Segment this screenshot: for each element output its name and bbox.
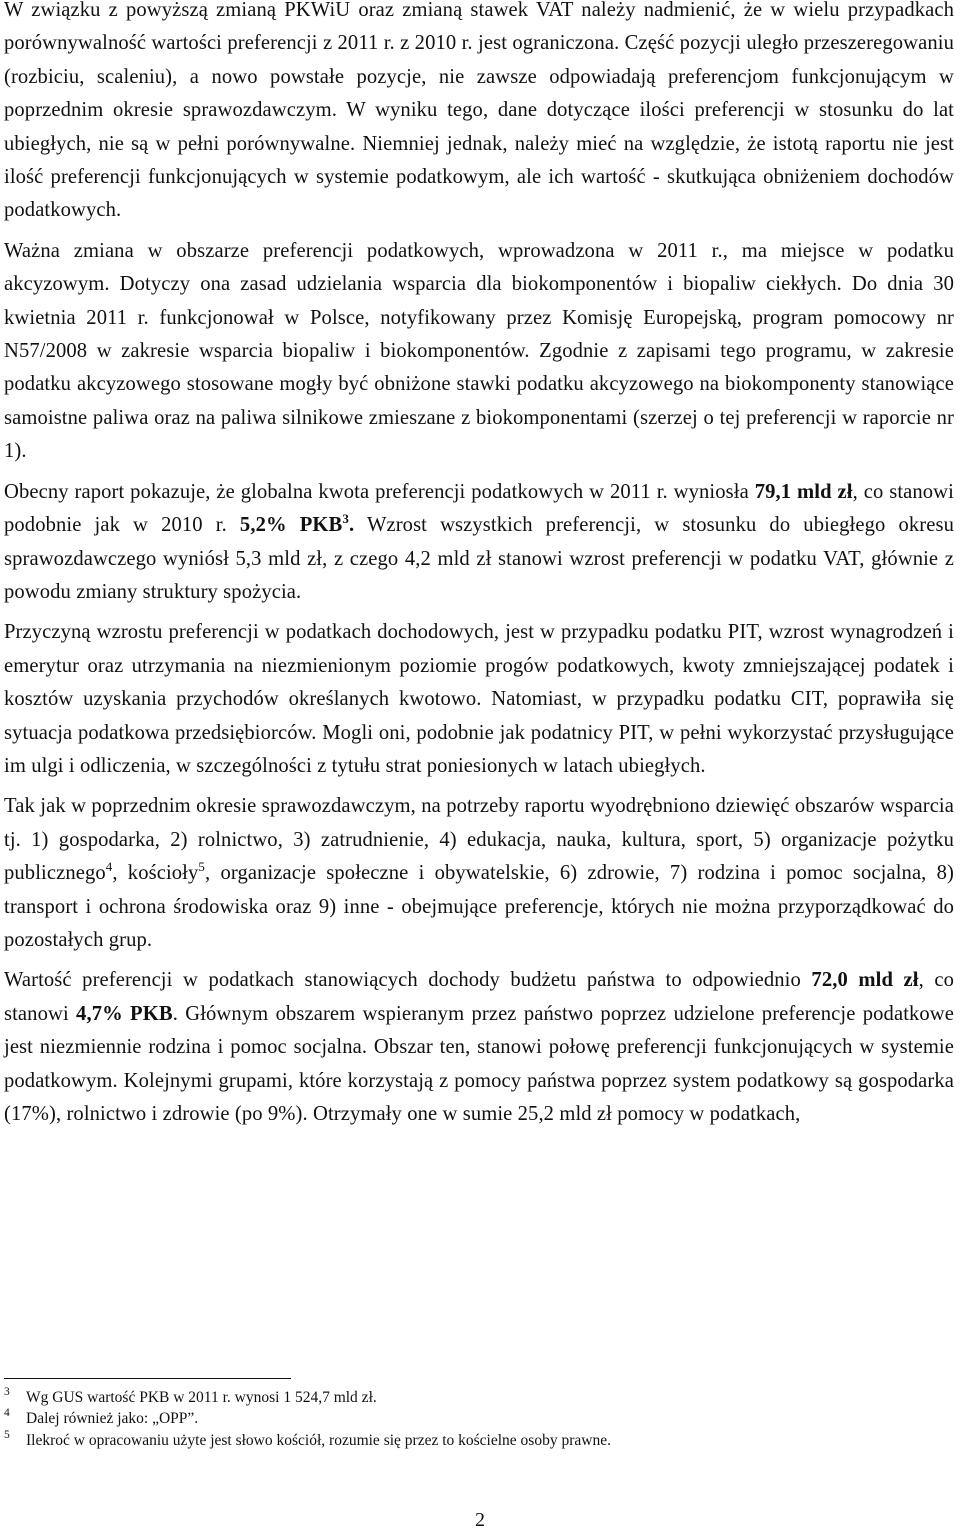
emphasized-figure: 4,7% PKB (76, 1002, 173, 1025)
emphasized-figure: . (348, 514, 355, 537)
paragraph-text: Ważna zmiana w obszarze preferencji podatkowych, wprowadzona w 2011 r., ma miejsce w podatku akcyzowym. Dotyczy ona zasad udzielania wsparcia dla biokomponentów i biopaliw ciekłych. Do dnia 30 kwietnia 2011 r. funkcjonował w Polsce, notyfikowany przez Komisję Europejską, program pomocowy nr N57/2008 w zakresie wsparcia biopaliw i biokomponentów. Zgodnie z zapisami tego programu, w zakresie podatku akcyzowego stosowane mogły być obniżone stawki podatku akcyzowego na biokomponenty stanowiące samoistne paliwa oraz na paliwa silnikowe zmieszane z biokomponentami (szerzej o tej preferencji w raporcie nr 1). (4, 239, 954, 463)
document-body (4, 0, 954, 1138)
footnote-4 (4, 1408, 944, 1429)
paragraph-text: , organizacje społeczne i obywatelskie, 6) zdrowie, 7) rodzina i pomoc socjalna, 8) transport i ochrona środowiska oraz 9) inne - obejmujące preferencje, których nie można przyporządkować do pozostałych grup. (4, 862, 954, 951)
footnotes (4, 1387, 944, 1451)
paragraph (4, 790, 954, 957)
paragraph-text: . Głównym obszarem wspieranym przez państwo poprzez udzielone preferencje podatkowe jest niezmiennie rodzina i pomoc socjalna. Obszar ten, stanowi połowę preferencji funkcjonujących w systemie podatkowym. Kolejnymi grupami, które korzystają z pomocy państwa poprzez system podatkowy są gospodarka (17%), rolnictwo i zdrowie (po 9%). Otrzymały one w sumie 25,2 mld zł pomocy w podatkach, (4, 1002, 955, 1125)
paragraph (4, 0, 954, 228)
emphasized-figure: 5,2% PKB (239, 514, 343, 537)
paragraph (4, 616, 954, 783)
paragraph-text: Obecny raport pokazuje, że globalna kwota preferencji podatkowych w 2011 r. wyniosła (4, 480, 755, 503)
paragraph-text: , co stanowi podobnie jak w 2010 r. (4, 480, 954, 537)
footnote-text: Ilekroć w opracowaniu użyte jest słowo kościół, rozumie się przez to kościelne osoby prawne. (26, 1431, 611, 1449)
paragraph-text: Wartość preferencji w podatkach stanowiących dochody budżetu państwa to odpowiednio (4, 969, 812, 992)
footnote-number: 5 (4, 1428, 10, 1441)
paragraph-text: Przyczyną wzrostu preferencji w podatkach dochodowych, jest w przypadku podatku PIT, wzrost wynagrodzeń i emerytur oraz utrzymania na niezmienionym poziomie progów podatkowych, kwoty zmniejszającej podatek i kosztów uzyskania przychodów określanych kwotowo. Natomiast, w przypadku podatku CIT, poprawiła się sytuacja podatkowa przedsiębiorców. Mogli oni, podobnie jak podatnicy PIT, w pełni wykorzystać przysługujące im ulgi i odliczenia, w szczególności z tytułu strat poniesionych w latach ubiegłych. (4, 621, 954, 777)
footnote-3 (4, 1387, 944, 1408)
paragraph (4, 476, 954, 610)
paragraph-text: Wzrost wszystkich preferencji, w stosunku do ubiegłego okresu sprawozdawczego wyniósł 5,3 mld zł, z czego 4,2 mld zł stanowi wzrost preferencji w podatku VAT, głównie z powodu zmiany struktury spożycia. (4, 514, 954, 603)
emphasized-figure: 79,1 mld zł (754, 480, 853, 503)
footnote-number: 3 (4, 1386, 10, 1398)
footnote-number: 4 (4, 1407, 10, 1420)
emphasized-figure: 72,0 mld zł (811, 969, 919, 992)
footnote-reference: 5 (198, 859, 206, 875)
footnote-separator (4, 1378, 291, 1379)
footnote-5 (4, 1430, 944, 1451)
paragraph-text: Tak jak w poprzednim okresie sprawozdawczym, na potrzeby raportu wyodrębniono dziewięć obszarów wsparcia tj. 1) gospodarka, 2) rolnictwo, 3) zatrudnienie, 4) edukacja, nauka, kultura, sport, 5) organizacje pożytku publicznego (4, 795, 954, 885)
footnote-text: Wg GUS wartość PKB w 2011 r. wynosi 1 524,7 mld zł. (26, 1389, 377, 1406)
paragraph-text: , co stanowi (4, 969, 954, 1025)
paragraph (4, 964, 954, 1131)
paragraph (4, 235, 954, 469)
footnote-text: Dalej również jako: „OPP”. (26, 1410, 199, 1428)
footnote-reference: 4 (105, 859, 113, 875)
paragraph-text: , kościoły (112, 862, 199, 885)
page-number: 2 (475, 1509, 485, 1531)
paragraph-text: W związku z powyższą zmianą PKWiU oraz zmianą stawek VAT należy nadmienić, że w wielu przypadkach porównywalność wartości preferencji z 2011 r. z 2010 r. jest ograniczona. Część pozycji uległo przeszeregowaniu (rozbiciu, scaleniu), a nowo powstałe pozycje, nie zawsze odpowiadają preferencjom funkcjonującym w poprzednim okresie sprawozdawczym. W wyniku tego, dane dotyczące ilości preferencji w stosunku do lat ubiegłych, nie są w pełni porównywalne. Niemniej jednak, należy mieć na względzie, że istotą raportu nie jest ilość preferencji funkcjonujących w systemie podatkowym, ale ich wartość - skutkująca obniżeniem dochodów podatkowych. (4, 0, 954, 222)
footnote-reference: 3 (342, 511, 349, 527)
